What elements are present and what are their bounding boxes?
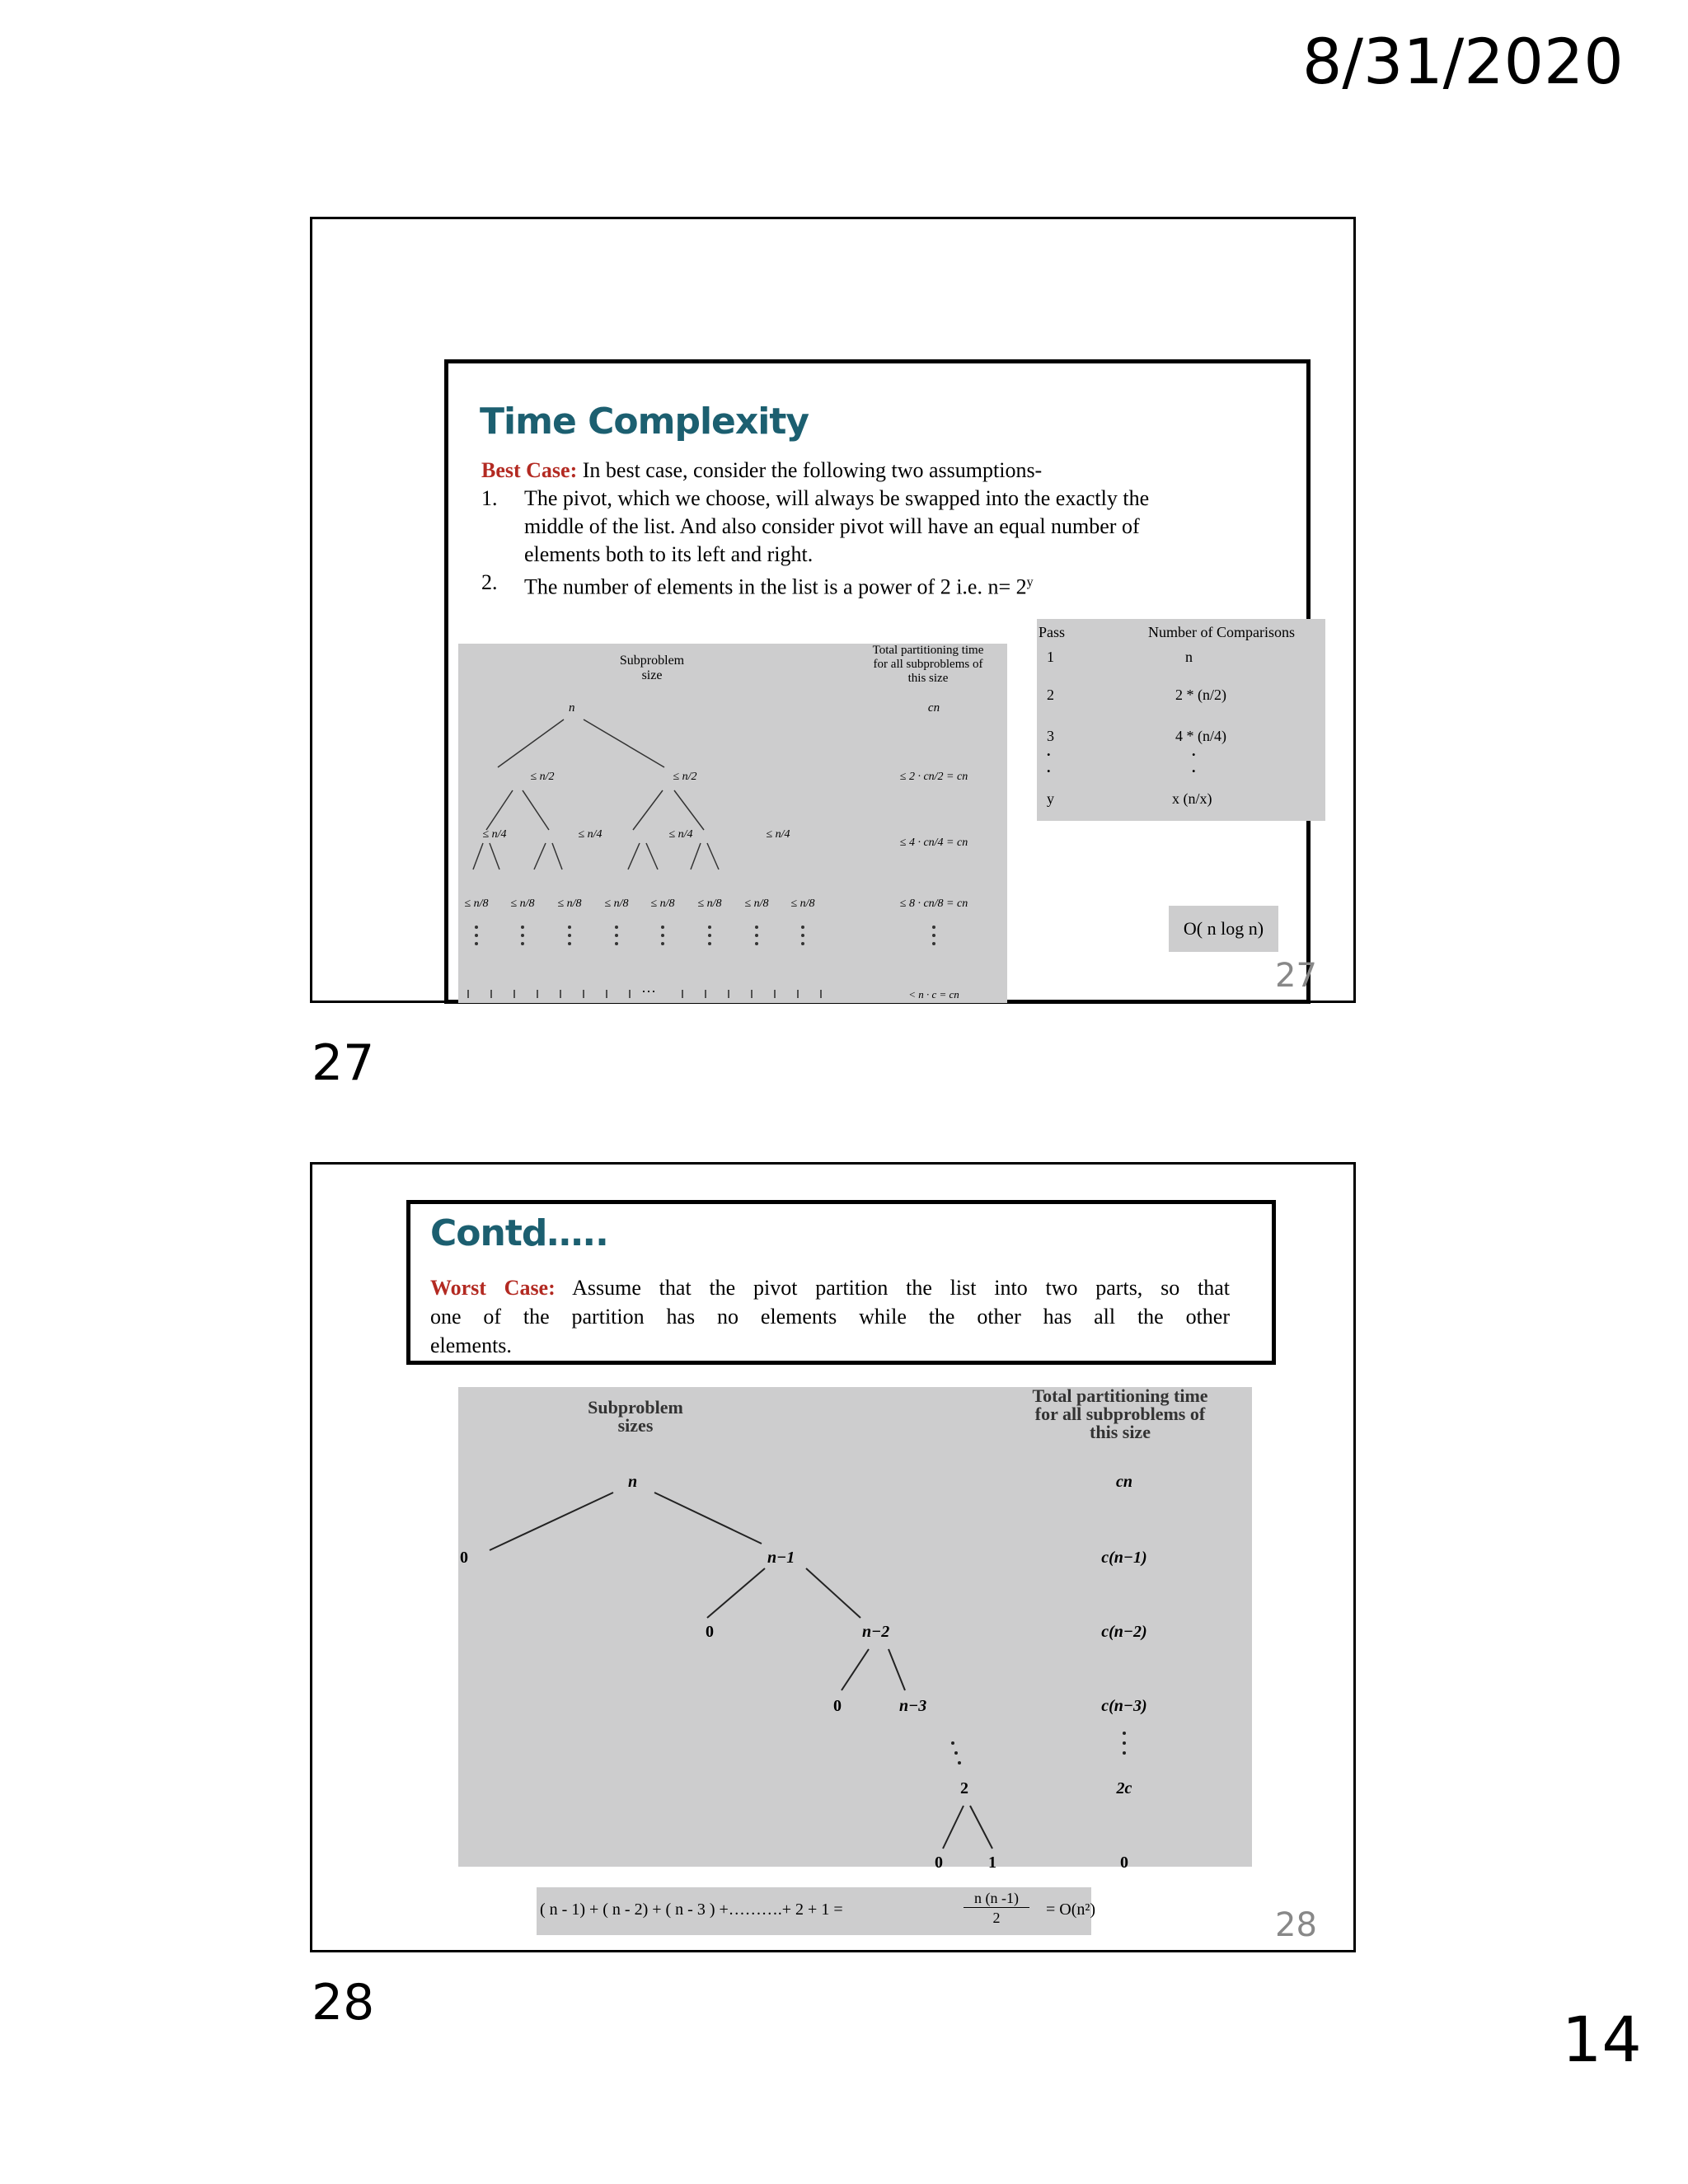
best-tree-l3-f: ≤ n/8 [697,898,722,910]
worst-tree-col1-header-line1: Subproblem [588,1397,683,1418]
worst-tree-node-1: 1 [988,1854,996,1872]
table-row-3-comp: 4 * (n/4) [1175,728,1226,744]
best-case-text [481,457,1264,485]
worst-tree-time-5: 0 [1120,1854,1128,1872]
best-case-label: Best Case: [481,458,578,482]
table-header-pass: Pass [1039,624,1066,640]
best-tree-l3-h: ≤ n/8 [790,898,815,910]
assumption-1-marker: 1. [481,486,498,510]
comparisons-table [1037,619,1325,821]
worst-tree-col2-header-line1: Total partitioning time [1032,1385,1208,1406]
worst-tree-node-n-3: n−3 [899,1697,927,1715]
worst-tree-col2-header-line2: for all subproblems of [1034,1404,1206,1424]
best-tree-l3-d: ≤ n/8 [604,898,629,910]
assumption-2-exponent: y [1026,575,1034,589]
best-tree-col1-header-line2: size [641,668,663,682]
assumption-2-marker: 2. [481,570,498,594]
slide-28-corner-number: 28 [1275,1906,1317,1944]
worst-tree-time-3: c(n−3) [1101,1697,1147,1715]
page-number: 14 [1562,2003,1642,2076]
best-tree-l3-e: ≤ n/8 [650,898,675,910]
table-row-2-comp: 2 * (n/2) [1175,687,1226,703]
worst-tree-node-n: n [628,1473,638,1491]
formula-sum: ( n - 1) + ( n - 2) + ( n - 3 ) +……….+ 2 + 1 = [540,1900,843,1919]
table-row-5-pass: . [1047,759,1051,776]
best-tree-l2-b: ≤ n/4 [578,828,603,841]
table-row-1-pass: 1 [1047,649,1054,665]
slide-28 [310,1162,1356,1952]
table-row-6-pass: y [1047,790,1054,807]
slide-27-label: 27 [312,1034,375,1092]
best-case-result: O( n log n) [1169,906,1278,952]
worst-case-line-3: elements. [430,1333,512,1357]
worst-tree-node-n-2: n−2 [862,1623,890,1641]
best-tree-col2-header-line1: Total partitioning time [872,644,984,657]
table-row-4-pass: . [1047,743,1051,759]
worst-tree-time-0: cn [1116,1473,1132,1491]
worst-tree-time-2: c(n−2) [1101,1623,1147,1641]
best-case-intro: In best case, consider the following two assumptions- [582,458,1043,482]
slide-27 [310,217,1356,1003]
worst-tree-col2-header [994,1387,1246,1441]
worst-tree-node-0-a: 0 [460,1549,468,1567]
worst-tree-node-n-1: n−1 [767,1549,795,1567]
table-row-6-comp: x (n/x) [1172,790,1212,807]
table-header-comparisons: Number of Comparisons [1148,624,1295,640]
worst-case-formula [537,1887,1096,1935]
best-tree-l1-b: ≤ n/2 [673,771,697,783]
formula-numerator: n (n -1) [964,1889,1029,1908]
worst-tree-node-2: 2 [960,1779,968,1797]
best-tree-l3-b: ≤ n/8 [510,898,535,910]
worst-case-text [430,1273,1230,1360]
best-tree-col1-header-line1: Subproblem [619,654,685,668]
slide-28-label: 28 [312,1974,375,2032]
worst-case-line-1: Assume that the pivot partition the list into two parts, so that [572,1276,1230,1300]
table-row-4-comp: . [1192,743,1196,759]
best-tree-col2-header [854,644,1002,686]
slide-28-title: Contd….. [430,1212,608,1254]
worst-case-tree-figure [458,1385,1252,1872]
table-row-2-pass: 2 [1047,687,1054,703]
assumption-2-line [524,569,1034,602]
best-tree-l2-a: ≤ n/4 [482,828,507,841]
formula-denominator: 2 [992,1910,1001,1926]
assumption-1-line-2: middle of the list. And also consider pivot will have an equal number of [524,514,1140,538]
best-tree-root: n [569,701,575,715]
best-tree-l1-a: ≤ n/2 [530,771,555,783]
worst-tree-col1-header [557,1399,714,1435]
slide-27-corner-number: 27 [1275,957,1317,995]
best-tree-time-1: ≤ 2 · cn/2 = cn [899,771,968,783]
best-tree-col1-header [607,654,697,683]
best-tree-l3-a: ≤ n/8 [464,898,489,910]
best-case-tree-figure [458,644,1007,1003]
table-row-3-pass: 3 [1047,728,1054,744]
best-tree-col2-header-line2: for all subproblems of [873,658,983,671]
worst-tree-node-0-b: 0 [706,1623,714,1641]
table-row-5-comp: . [1192,759,1196,776]
best-tree-col2-header-line3: this size [907,672,949,685]
best-tree-time-2: ≤ 4 · cn/4 = cn [899,837,968,849]
page-date: 8/31/2020 [1302,25,1624,98]
best-tree-time-0: cn [927,701,940,715]
best-tree-l2-c: ≤ n/4 [668,828,693,841]
worst-tree-node-0-c: 0 [833,1697,842,1715]
best-tree-l3-c: ≤ n/8 [557,898,582,910]
worst-tree-time-1: c(n−1) [1101,1549,1147,1567]
assumption-1-line-1: The pivot, which we choose, will always be swapped into the exactly the [524,486,1150,510]
best-tree-l3-g: ≤ n/8 [744,898,769,910]
best-tree-leaf-ellipsis: ··· [641,983,656,1000]
worst-case-label: Worst Case: [430,1276,556,1300]
best-tree-time-3: ≤ 8 · cn/8 = cn [899,898,968,910]
assumption-1-line-3: elements both to its left and right. [524,542,814,566]
worst-tree-col2-header-line3: this size [1090,1422,1151,1442]
worst-tree-time-4: 2c [1116,1779,1132,1797]
worst-tree-col1-header-line2: sizes [617,1415,654,1436]
worst-tree-node-0-d: 0 [935,1854,943,1872]
formula-result: = O(n²) [1046,1900,1096,1919]
best-tree-l2-d: ≤ n/4 [766,828,790,841]
assumption-2-text: The number of elements in the list is a power of 2 i.e. n= 2 [524,574,1027,599]
worst-case-line-2: one of the partition has no elements while the other has all the other [430,1305,1230,1329]
slide-27-title: Time Complexity [480,401,809,443]
table-row-1-comp: n [1185,649,1193,665]
best-tree-time-4: < n · c = cn [908,988,959,1001]
